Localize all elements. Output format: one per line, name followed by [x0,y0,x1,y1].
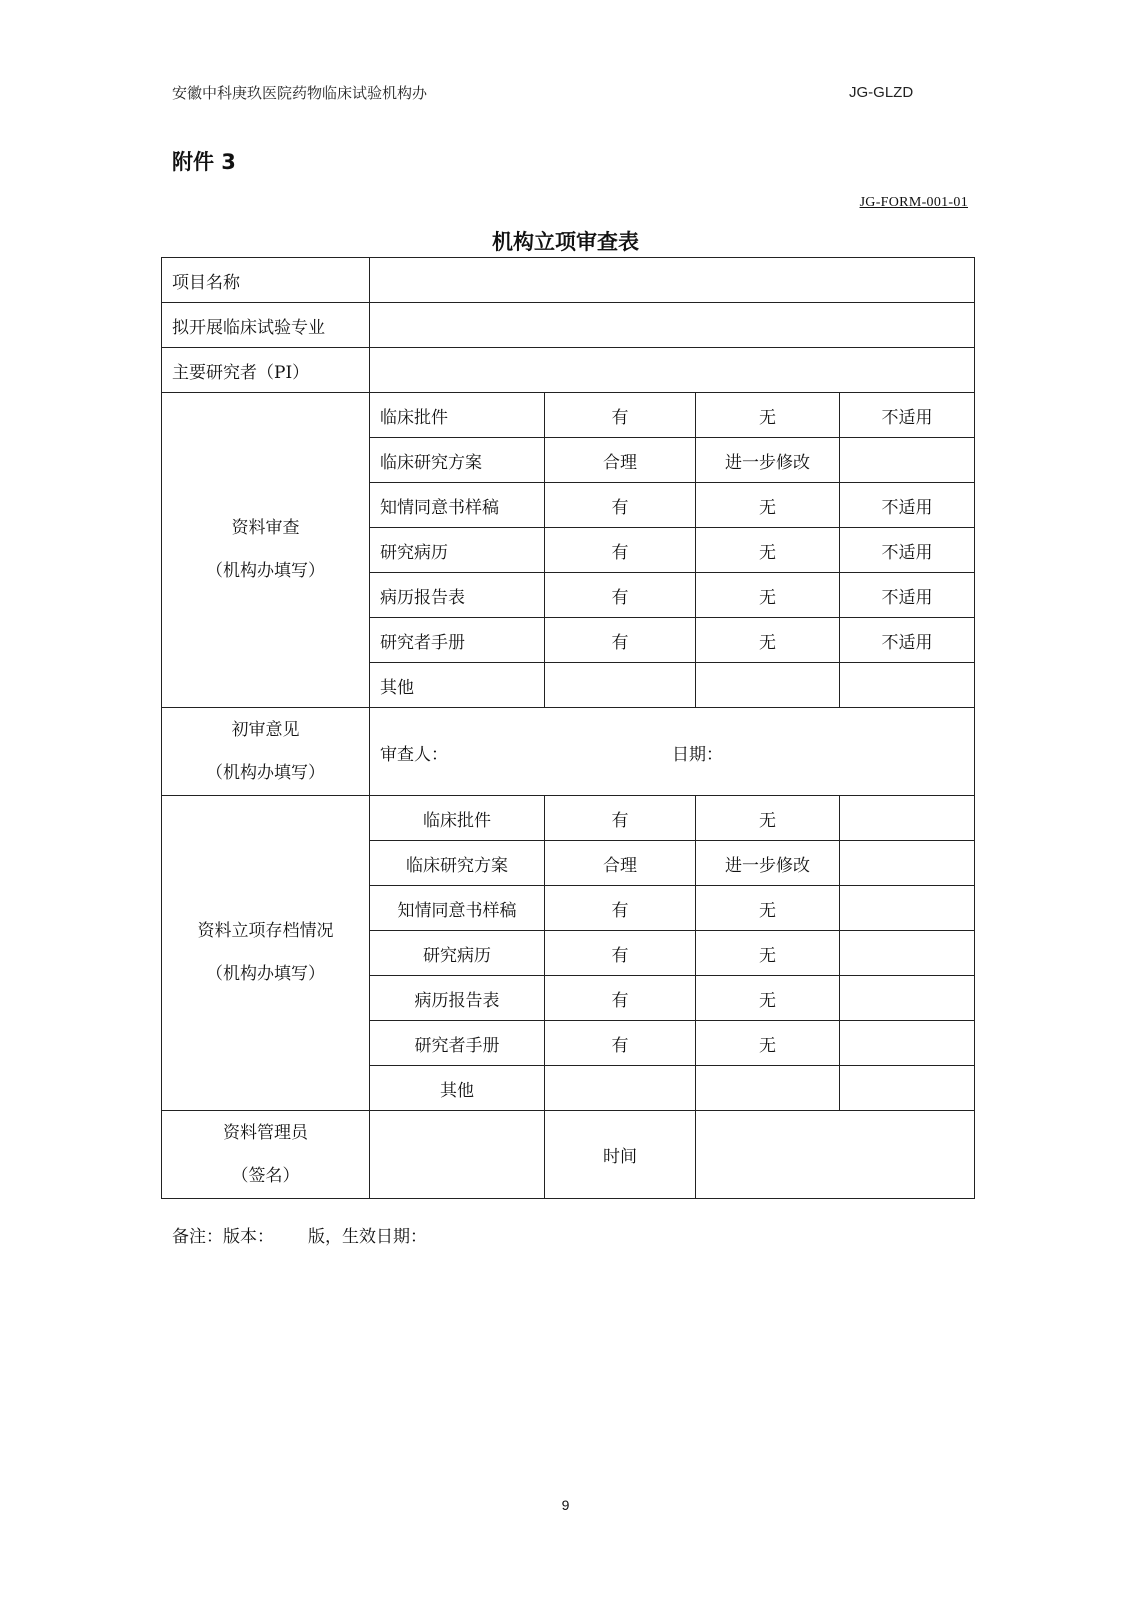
review-option[interactable]: 不适用 [840,618,975,663]
page-number: 9 [561,1497,570,1513]
project-name-label: 项目名称 [162,258,370,303]
archive-option[interactable]: 合理 [545,841,696,886]
archive-title: 资料立项存档情况 [197,921,334,941]
review-option[interactable]: 有 [545,573,696,618]
specialty-label: 拟开展临床试验专业 [162,303,370,348]
archive-option[interactable]: 无 [696,976,840,1021]
review-item: 研究者手册 [370,618,545,663]
archive-item: 其他 [370,1066,545,1111]
archive-option[interactable] [840,931,975,976]
time-field[interactable] [696,1111,975,1199]
pi-field[interactable] [370,348,975,393]
archive-label [162,796,370,1111]
review-option[interactable]: 合理 [545,438,696,483]
review-item: 研究病历 [370,528,545,573]
admin-signature-field[interactable] [370,1111,545,1199]
material-review-label [162,393,370,708]
archive-option[interactable] [840,1021,975,1066]
archive-option[interactable]: 进一步修改 [696,841,840,886]
review-option[interactable]: 无 [696,483,840,528]
table-row [162,708,975,796]
form-title: 机构立项审查表 [492,230,639,254]
review-option[interactable]: 无 [696,528,840,573]
material-review-title: 资料审查 [231,518,300,538]
review-option[interactable]: 有 [545,393,696,438]
specialty-field[interactable] [370,303,975,348]
review-item: 其他 [370,663,545,708]
review-option[interactable]: 不适用 [840,393,975,438]
archive-option[interactable]: 有 [545,931,696,976]
review-option[interactable]: 有 [545,483,696,528]
table-row [162,393,975,438]
archive-option[interactable] [840,886,975,931]
review-option[interactable] [840,438,975,483]
review-option[interactable]: 进一步修改 [696,438,840,483]
archive-item: 知情同意书样稿 [370,886,545,931]
form-code: JG-FORM-001-01 [859,195,968,210]
table-row [162,258,975,303]
review-item: 临床批件 [370,393,545,438]
archive-option[interactable]: 有 [545,886,696,931]
archive-option[interactable]: 无 [696,931,840,976]
admin-title: 资料管理员 [223,1122,308,1143]
archive-note: （机构办填写） [206,964,325,984]
archive-item: 研究病历 [370,931,545,976]
initial-review-title: 初审意见 [231,719,300,740]
archive-option[interactable] [840,1066,975,1111]
review-option[interactable]: 有 [545,528,696,573]
archive-item: 临床批件 [370,796,545,841]
review-option[interactable]: 无 [696,393,840,438]
header-organization: 安徽中科庚玖医院药物临床试验机构办 [172,84,428,102]
header-doc-code: JG-GLZD [849,84,914,101]
archive-option[interactable]: 有 [545,1021,696,1066]
archive-option[interactable] [840,796,975,841]
archive-item: 病历报告表 [370,976,545,1021]
table-row [162,796,975,841]
pi-label: 主要研究者（PI） [162,348,370,393]
time-label: 时间 [545,1111,696,1199]
review-date-label: 日期： [672,745,723,765]
review-item: 病历报告表 [370,573,545,618]
archive-option[interactable] [840,841,975,886]
archive-option[interactable]: 有 [545,796,696,841]
review-option[interactable]: 无 [696,573,840,618]
review-option[interactable] [840,663,975,708]
review-option[interactable] [696,663,840,708]
archive-option[interactable] [696,1066,840,1111]
project-name-field[interactable] [370,258,975,303]
table-row [162,348,975,393]
review-option[interactable] [545,663,696,708]
archive-option[interactable] [840,976,975,1021]
reviewer-label: 审查人： [380,745,448,765]
admin-label [162,1111,370,1199]
archive-option[interactable]: 无 [696,1021,840,1066]
initial-review-label [162,708,370,796]
footnote [172,1222,427,1247]
archive-item: 研究者手册 [370,1021,545,1066]
review-item: 临床研究方案 [370,438,545,483]
note-version-label: 备注：版本： [172,1227,274,1247]
material-review-note: （机构办填写） [206,561,325,581]
review-option[interactable]: 无 [696,618,840,663]
attachment-label: 附件 3 [172,150,236,174]
review-option[interactable]: 不适用 [840,483,975,528]
archive-option[interactable]: 有 [545,976,696,1021]
review-item: 知情同意书样稿 [370,483,545,528]
review-form-table [161,257,975,1199]
table-row [162,1111,975,1199]
admin-note: （签名） [231,1165,300,1186]
archive-option[interactable]: 无 [696,886,840,931]
archive-item: 临床研究方案 [370,841,545,886]
initial-review-field[interactable] [370,708,975,796]
archive-option[interactable] [545,1066,696,1111]
review-option[interactable]: 有 [545,618,696,663]
review-option[interactable]: 不适用 [840,528,975,573]
review-option[interactable]: 不适用 [840,573,975,618]
note-effective-date-label: 版，生效日期： [308,1227,427,1247]
archive-option[interactable]: 无 [696,796,840,841]
initial-review-note: （机构办填写） [206,762,325,783]
table-row [162,303,975,348]
